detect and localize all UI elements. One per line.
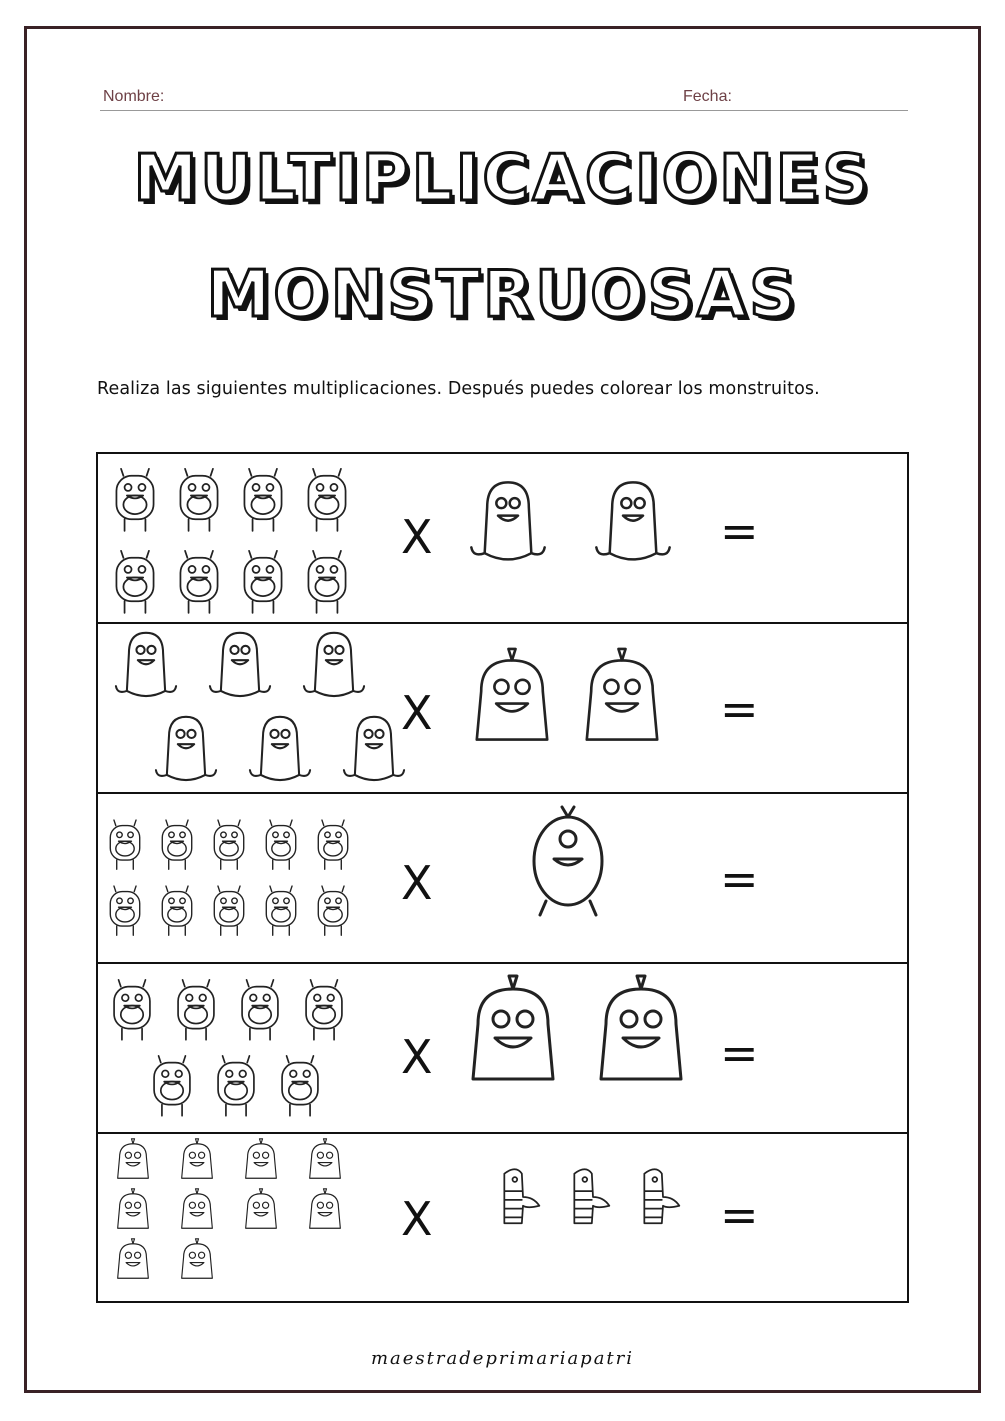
instructions-text: Realiza las siguientes multiplicaciones. Después puedes colorear los monstruitos. xyxy=(97,379,820,399)
monster-icon xyxy=(106,1188,160,1234)
monster-icon xyxy=(106,542,164,620)
monster-icon xyxy=(258,812,304,876)
left-monsters-group xyxy=(98,964,368,1132)
monster-icon xyxy=(234,542,292,620)
equals-sign: = xyxy=(720,682,759,736)
left-monsters-group xyxy=(98,454,348,622)
times-sign: X xyxy=(401,1030,433,1084)
monster-icon xyxy=(458,474,558,574)
title-line-2: MONSTRUOSAS xyxy=(206,258,799,332)
monster-icon xyxy=(296,974,352,1044)
date-label: Fecha: xyxy=(683,88,732,105)
right-monsters-group xyxy=(518,794,618,962)
equals-sign: = xyxy=(720,1188,759,1242)
monster-icon xyxy=(170,460,228,538)
monster-icon xyxy=(236,710,324,792)
right-monsters-group xyxy=(468,624,688,792)
monster-icon xyxy=(102,626,190,708)
monster-icon xyxy=(170,1238,224,1284)
monster-icon xyxy=(518,794,618,924)
monster-icon xyxy=(206,812,252,876)
monster-icon xyxy=(234,460,292,538)
monster-icon xyxy=(234,1138,288,1184)
monster-icon xyxy=(170,1138,224,1184)
monster-icon xyxy=(468,644,556,756)
monster-icon xyxy=(106,1238,160,1284)
exercise-table xyxy=(96,452,909,1303)
monster-icon xyxy=(142,710,230,792)
monster-icon xyxy=(208,1050,264,1120)
monster-icon xyxy=(310,878,356,942)
monster-icon xyxy=(170,542,228,620)
exercise-row-2 xyxy=(98,624,907,794)
title-line-1: MULTIPLICACIONES xyxy=(133,142,872,216)
monster-icon xyxy=(310,812,356,876)
right-monsters-group xyxy=(453,964,703,1132)
monster-icon xyxy=(206,878,252,942)
monster-icon xyxy=(170,1188,224,1234)
monster-icon xyxy=(106,1138,160,1184)
monster-icon xyxy=(168,974,224,1044)
monster-icon xyxy=(154,812,200,876)
monster-icon xyxy=(298,460,356,538)
left-monsters-group xyxy=(98,1134,348,1299)
monster-icon xyxy=(453,974,573,1094)
left-monsters-group xyxy=(98,624,388,792)
left-monsters-group xyxy=(98,794,358,962)
exercise-row-1 xyxy=(98,454,907,624)
exercise-row-4 xyxy=(98,964,907,1134)
monster-icon xyxy=(106,460,164,538)
times-sign: X xyxy=(401,510,433,564)
monster-icon xyxy=(486,1162,546,1232)
footer-signature: maestradeprimariapatri xyxy=(370,1348,635,1369)
monster-icon xyxy=(102,812,148,876)
monster-icon xyxy=(578,644,666,756)
times-sign: X xyxy=(401,686,433,740)
monster-icon xyxy=(290,626,378,708)
times-sign: X xyxy=(401,856,433,910)
monster-icon xyxy=(102,878,148,942)
right-monsters-group xyxy=(458,454,698,622)
right-monsters-group xyxy=(478,1134,678,1299)
name-date-line xyxy=(100,110,908,111)
monster-icon xyxy=(626,1162,686,1232)
monster-icon xyxy=(196,626,284,708)
exercise-row-5 xyxy=(98,1134,907,1301)
monster-icon xyxy=(144,1050,200,1120)
monster-icon xyxy=(298,1188,352,1234)
monster-icon xyxy=(258,878,304,942)
equals-sign: = xyxy=(720,504,759,558)
equals-sign: = xyxy=(720,852,759,906)
monster-icon xyxy=(581,974,701,1094)
monster-icon xyxy=(583,474,683,574)
monster-icon xyxy=(232,974,288,1044)
name-label: Nombre: xyxy=(103,88,165,105)
times-sign: X xyxy=(401,1192,433,1246)
monster-icon xyxy=(272,1050,328,1120)
monster-icon xyxy=(298,1138,352,1184)
monster-icon xyxy=(234,1188,288,1234)
exercise-row-3 xyxy=(98,794,907,964)
equals-sign: = xyxy=(720,1026,759,1080)
monster-icon xyxy=(154,878,200,942)
monster-icon xyxy=(298,542,356,620)
monster-icon xyxy=(104,974,160,1044)
monster-icon xyxy=(556,1162,616,1232)
